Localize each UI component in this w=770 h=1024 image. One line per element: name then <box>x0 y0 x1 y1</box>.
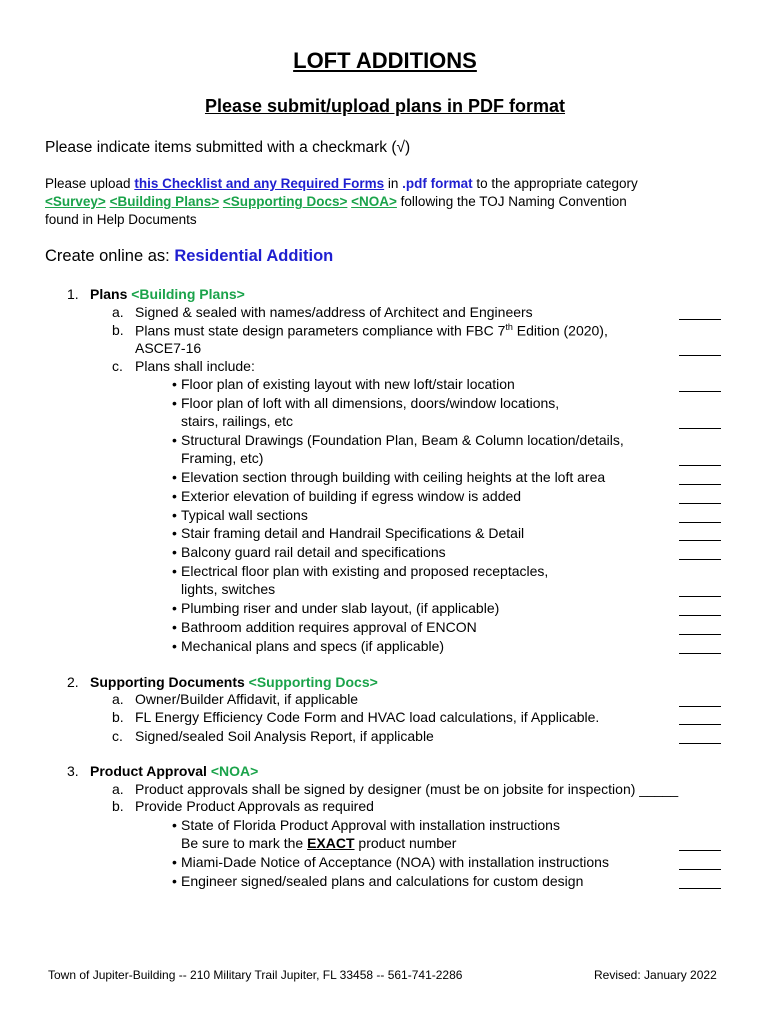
bullet-item: • Structural Drawings (Foundation Plan, Beam & Column location/details, <box>181 432 624 448</box>
bullet-item: • Floor plan of loft with all dimensions, doors/window locations, <box>181 395 559 411</box>
checkmark-blank[interactable] <box>679 850 721 851</box>
list-marker: b. <box>112 709 124 725</box>
bullet-item: • Miami-Dade Notice of Acceptance (NOA) with installation instructions <box>181 854 609 870</box>
checkmark-blank[interactable] <box>679 743 721 744</box>
checkmark-blank[interactable] <box>679 559 721 560</box>
upload-line-1 <box>45 176 638 191</box>
bullet-item: • Floor plan of existing layout with new loft/stair location <box>181 376 515 392</box>
bullet-item: • Bathroom addition requires approval of ENCON <box>181 619 477 635</box>
checkmark-blank[interactable] <box>679 484 721 485</box>
checkmark-blank[interactable] <box>679 503 721 504</box>
section-2-heading <box>90 674 378 690</box>
bullet-item-cont: lights, switches <box>181 581 276 597</box>
bullet-item: • Elevation section through building with ceiling heights at the loft area <box>181 469 605 485</box>
bullet-item: • Electrical floor plan with existing and proposed receptacles, <box>181 563 548 579</box>
list-marker: b. <box>112 322 124 338</box>
bullet-item: • Stair framing detail and Handrail Specifications & Detail <box>181 525 524 541</box>
section-1-number: 1. <box>67 286 79 302</box>
section-3-heading <box>90 763 258 779</box>
list-item: Owner/Builder Affidavit, if applicable <box>135 691 359 707</box>
list-marker: a. <box>112 691 124 707</box>
checkmark-blank[interactable] <box>679 355 721 356</box>
section-3-number: 3. <box>67 763 79 779</box>
upload-text: following the TOJ Naming Convention <box>396 194 627 209</box>
bullet-text: product number <box>354 835 457 851</box>
checkmark-blank[interactable] <box>679 428 721 429</box>
checkmark-blank[interactable] <box>679 634 721 635</box>
section-1-title: Plans <box>90 286 128 302</box>
checkmark-blank[interactable] <box>679 724 721 725</box>
bullet-text: Be sure to mark the <box>181 835 308 851</box>
page-subtitle: Please submit/upload plans in PDF format <box>204 96 566 116</box>
create-label: Create online as: <box>45 247 175 265</box>
bullet-item-cont: Framing, etc) <box>181 450 264 466</box>
checkmark-blank[interactable] <box>679 888 721 889</box>
superscript: th <box>505 322 513 332</box>
bullet-item: • Plumbing riser and under slab layout, (if applicable) <box>181 600 499 616</box>
section-2-number: 2. <box>67 674 79 690</box>
pdf-format-text: .pdf format <box>402 176 473 191</box>
list-item: Plans shall include: <box>135 358 255 374</box>
tag-noa[interactable]: <NOA> <box>351 194 397 209</box>
section-3-title: Product Approval <box>90 763 207 779</box>
checkmark-blank[interactable] <box>679 706 721 707</box>
section-1-heading <box>90 286 245 302</box>
section-2-tag: <Supporting Docs> <box>248 674 378 690</box>
list-item: Provide Product Approvals as required <box>135 798 374 814</box>
checkmark-blank[interactable] <box>679 869 721 870</box>
upload-text: in <box>384 176 403 191</box>
list-item-text: Edition (2020), <box>512 322 608 339</box>
list-marker: c. <box>112 358 123 374</box>
checkmark-blank[interactable] <box>679 319 721 320</box>
bullet-item: • State of Florida Product Approval with installation instructions <box>181 817 560 833</box>
upload-text: Please upload <box>45 176 135 191</box>
tag-survey[interactable]: <Survey> <box>45 194 106 209</box>
list-marker: a. <box>112 781 124 797</box>
list-item-text: Plans must state design parameters compliance with FBC 7 <box>135 322 506 339</box>
list-item: ASCE7-16 <box>135 340 202 356</box>
instruction-text: Please indicate items submitted with a checkmark (√) <box>45 139 411 156</box>
tag-supporting-docs[interactable]: <Supporting Docs> <box>222 194 348 209</box>
list-item <box>135 322 608 339</box>
bullet-item: • Mechanical plans and specs (if applicable) <box>181 638 444 654</box>
list-marker: c. <box>112 728 123 744</box>
bullet-item-cont <box>181 835 456 851</box>
list-item: FL Energy Efficiency Code Form and HVAC load calculations, if Applicable. <box>135 709 600 725</box>
upload-line-2 <box>45 194 627 209</box>
checkmark-blank[interactable] <box>679 596 721 597</box>
list-marker: a. <box>112 304 124 320</box>
footer-revised: Revised: January 2022 <box>594 968 717 982</box>
checkmark-blank[interactable] <box>679 653 721 654</box>
exact-emphasis: EXACT <box>307 835 355 851</box>
checkmark-blank[interactable] <box>679 391 721 392</box>
bullet-item: • Typical wall sections <box>181 507 308 523</box>
list-marker: b. <box>112 798 124 814</box>
bullet-item: • Balcony guard rail detail and specifications <box>181 544 446 560</box>
upload-line-3: found in Help Documents <box>45 212 197 227</box>
checkmark-blank[interactable] <box>679 540 721 541</box>
create-online <box>45 247 333 266</box>
bullet-item: • Exterior elevation of building if egress window is added <box>181 488 521 504</box>
section-2-title: Supporting Documents <box>90 674 245 690</box>
tag-building-plans[interactable]: <Building Plans> <box>109 194 220 209</box>
page-title: LOFT ADDITIONS <box>293 48 477 73</box>
section-1-tag: <Building Plans> <box>131 286 245 302</box>
list-item: Signed/sealed Soil Analysis Report, if applicable <box>135 728 434 744</box>
footer-address: Town of Jupiter-Building -- 210 Military Trail Jupiter, FL 33458 -- 561-741-2286 <box>48 968 463 982</box>
bullet-item: • Engineer signed/sealed plans and calculations for custom design <box>181 873 583 889</box>
list-item: Signed & sealed with names/address of Architect and Engineers <box>135 304 533 320</box>
upload-text: to the appropriate category <box>472 176 638 191</box>
create-value: Residential Addition <box>174 247 334 265</box>
checkmark-blank[interactable] <box>679 465 721 466</box>
list-item: Product approvals shall be signed by designer (must be on jobsite for inspection) _____ <box>135 781 679 797</box>
checkmark-blank[interactable] <box>679 615 721 616</box>
bullet-item-cont: stairs, railings, etc <box>181 413 294 429</box>
checklist-link[interactable]: this Checklist and any Required Forms <box>134 176 385 191</box>
checkmark-blank[interactable] <box>679 522 721 523</box>
section-3-tag: <NOA> <box>210 763 259 779</box>
